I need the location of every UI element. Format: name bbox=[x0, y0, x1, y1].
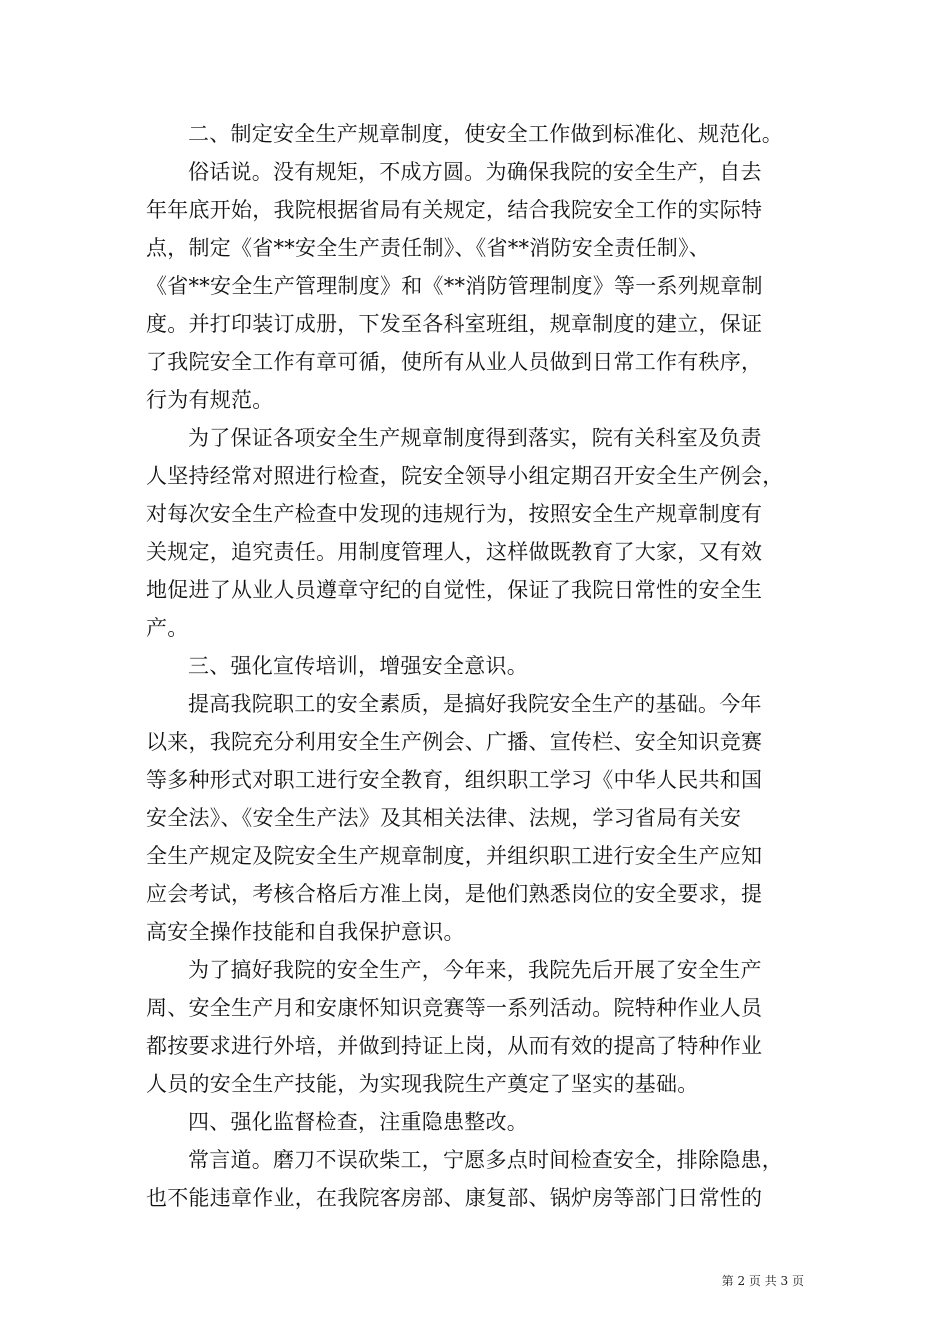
text-line: 地促进了从业人员遵章守纪的自觉性，保证了我院日常性的安全生 bbox=[146, 578, 763, 602]
text-line: 以来，我院充分利用安全生产例会、广播、宣传栏、安全知识竞赛 bbox=[146, 730, 763, 754]
text-line: 为了保证各项安全生产规章制度得到落实，院有关科室及负责 bbox=[188, 426, 762, 450]
text-line: 行为有规范。 bbox=[146, 388, 274, 412]
text-line: 应会考试，考核合格后方准上岗，是他们熟悉岗位的安全要求，提 bbox=[146, 882, 763, 906]
text-line: 全生产规定及院安全生产规章制度，并组织职工进行安全生产应知 bbox=[146, 844, 763, 868]
text-line: 度。并打印装订成册，下发至各科室班组，规章制度的建立，保证 bbox=[146, 312, 763, 336]
text-line: 四、强化监督检查，注重隐患整改。 bbox=[188, 1110, 528, 1134]
text-line: 都按要求进行外培，并做到持证上岗，从而有效的提高了特种作业 bbox=[146, 1034, 763, 1058]
text-line: 对每次安全生产检查中发现的违规行为，按照安全生产规章制度有 bbox=[146, 502, 763, 526]
text-line: 二、制定安全生产规章制度，使安全工作做到标准化、规范化。 bbox=[188, 122, 783, 146]
text-line: 也不能违章作业，在我院客房部、康复部、锅炉房等部门日常性的 bbox=[146, 1186, 763, 1210]
text-line: 人坚持经常对照进行检查，院安全领导小组定期召开安全生产例会， bbox=[146, 464, 784, 488]
text-line: 关规定，追究责任。用制度管理人，这样做既教育了大家，又有效 bbox=[146, 540, 763, 564]
document-body bbox=[146, 115, 808, 1217]
text-line: 常言道。磨刀不误砍柴工，宁愿多点时间检查安全，排除隐患， bbox=[188, 1148, 783, 1172]
text-line: 年年底开始，我院根据省局有关规定，结合我院安全工作的实际特 bbox=[146, 198, 763, 222]
text-line: 俗话说。没有规矩，不成方圆。为确保我院的安全生产，自去 bbox=[188, 160, 762, 184]
text-line: 了我院安全工作有章可循，使所有从业人员做到日常工作有秩序， bbox=[146, 350, 763, 374]
text-line: 安全法》、《安全生产法》及其相关法律、法规，学习省局有关安 bbox=[146, 806, 742, 830]
page-number: 第 2 页 共 3 页 bbox=[721, 1274, 804, 1288]
text-line: 《省**安全生产管理制度》和《**消防管理制度》等一系列规章制 bbox=[146, 274, 763, 298]
text-line: 提高我院职工的安全素质，是搞好我院安全生产的基础。今年 bbox=[188, 692, 762, 716]
text-line: 点，制定《省**安全生产责任制》、《省**消防安全责任制》、 bbox=[146, 236, 710, 260]
text-line: 等多种形式对职工进行安全教育，组织职工学习《中华人民共和国 bbox=[146, 768, 763, 792]
text-line: 三、强化宣传培训，增强安全意识。 bbox=[188, 654, 528, 678]
text-line: 人员的安全生产技能，为实现我院生产奠定了坚实的基础。 bbox=[146, 1072, 699, 1096]
text-line: 周、安全生产月和安康怀知识竞赛等一系列活动。院特种作业人员 bbox=[146, 996, 763, 1020]
text-line: 高安全操作技能和自我保护意识。 bbox=[146, 920, 465, 944]
text-line: 为了搞好我院的安全生产，今年来，我院先后开展了安全生产 bbox=[188, 958, 762, 982]
text-line: 产。 bbox=[146, 616, 189, 640]
